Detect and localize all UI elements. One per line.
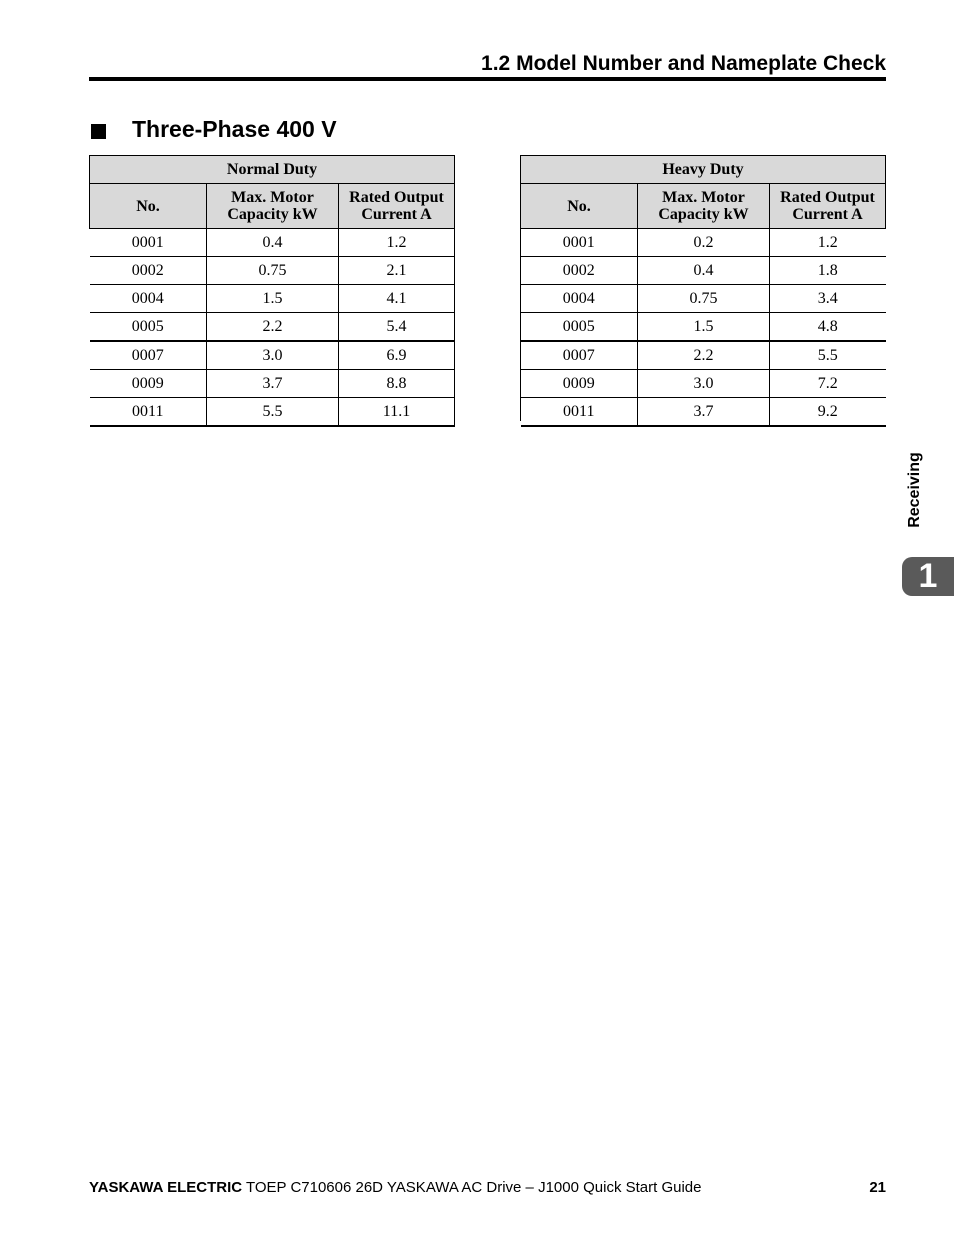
cell-current: 3.4: [770, 285, 886, 313]
cell-capacity: 1.5: [638, 313, 770, 342]
normal-duty-table: [89, 155, 455, 427]
cell-current: 4.8: [770, 313, 886, 342]
cell-capacity: 5.5: [207, 398, 339, 427]
cell-no: 0002: [521, 257, 638, 285]
col-header-capacity: Max. Motor Capacity kW: [638, 184, 770, 229]
cell-no: 0001: [90, 229, 207, 257]
cell-no: 0007: [521, 341, 638, 370]
table-row: [90, 341, 455, 370]
table-row: [90, 398, 455, 427]
cell-current: 1.8: [770, 257, 886, 285]
cell-no: 0004: [521, 285, 638, 313]
table-row: [521, 285, 886, 313]
cell-capacity: 0.75: [638, 285, 770, 313]
col-header-current: Rated Output Current A: [339, 184, 455, 229]
page-footer: [89, 1178, 886, 1198]
cell-no: 0011: [90, 398, 207, 427]
cell-capacity: 3.7: [638, 398, 770, 427]
table-row: [90, 370, 455, 398]
cell-current: 4.1: [339, 285, 455, 313]
footer-text: TOEP C710606 26D YASKAWA AC Drive – J1000 Quick Start Guide: [242, 1179, 702, 1196]
table-row: [90, 257, 455, 285]
cell-capacity: 0.4: [638, 257, 770, 285]
cell-no: 0009: [521, 370, 638, 398]
table-row: [521, 257, 886, 285]
col-header-no: No.: [521, 184, 638, 229]
table-row: [90, 313, 455, 342]
table-gap-divider-left: [454, 155, 455, 421]
heavy-duty-table: [520, 155, 886, 427]
cell-capacity: 0.4: [207, 229, 339, 257]
cell-current: 11.1: [339, 398, 455, 427]
col-header-current: Rated Output Current A: [770, 184, 886, 229]
cell-current: 5.4: [339, 313, 455, 342]
table-row: [521, 341, 886, 370]
col-header-no: No.: [90, 184, 207, 229]
page-number: 21: [869, 1179, 886, 1196]
cell-current: 8.8: [339, 370, 455, 398]
page-header-title: 1.2 Model Number and Nameplate Check: [481, 52, 886, 75]
cell-capacity: 0.75: [207, 257, 339, 285]
cell-no: 0011: [521, 398, 638, 427]
cell-capacity: 0.2: [638, 229, 770, 257]
footer-brand: YASKAWA ELECTRIC: [89, 1179, 243, 1196]
header-rule: [89, 77, 886, 81]
cell-current: 2.1: [339, 257, 455, 285]
table-row: [521, 370, 886, 398]
cell-capacity: 2.2: [638, 341, 770, 370]
chapter-side-label: Receiving: [906, 452, 923, 528]
cell-current: 1.2: [339, 229, 455, 257]
cell-capacity: 3.7: [207, 370, 339, 398]
chapter-tab: 1: [902, 557, 954, 596]
heavy-duty-heading: Heavy Duty: [521, 156, 886, 184]
cell-no: 0002: [90, 257, 207, 285]
cell-current: 9.2: [770, 398, 886, 427]
cell-capacity: 1.5: [207, 285, 339, 313]
section-title: Three-Phase 400 V: [132, 116, 337, 142]
cell-current: 5.5: [770, 341, 886, 370]
table-row: [521, 229, 886, 257]
table-row: [90, 229, 455, 257]
cell-no: 0001: [521, 229, 638, 257]
cell-current: 6.9: [339, 341, 455, 370]
cell-capacity: 3.0: [207, 341, 339, 370]
table-row: [521, 313, 886, 342]
cell-current: 7.2: [770, 370, 886, 398]
table-row: [521, 398, 886, 427]
cell-no: 0007: [90, 341, 207, 370]
col-header-capacity: Max. Motor Capacity kW: [207, 184, 339, 229]
cell-no: 0005: [521, 313, 638, 342]
cell-capacity: 3.0: [638, 370, 770, 398]
cell-capacity: 2.2: [207, 313, 339, 342]
table-row: [90, 285, 455, 313]
section-bullet-square-icon: [91, 124, 106, 139]
cell-no: 0005: [90, 313, 207, 342]
cell-no: 0009: [90, 370, 207, 398]
normal-duty-heading: Normal Duty: [90, 156, 455, 184]
cell-no: 0004: [90, 285, 207, 313]
cell-current: 1.2: [770, 229, 886, 257]
